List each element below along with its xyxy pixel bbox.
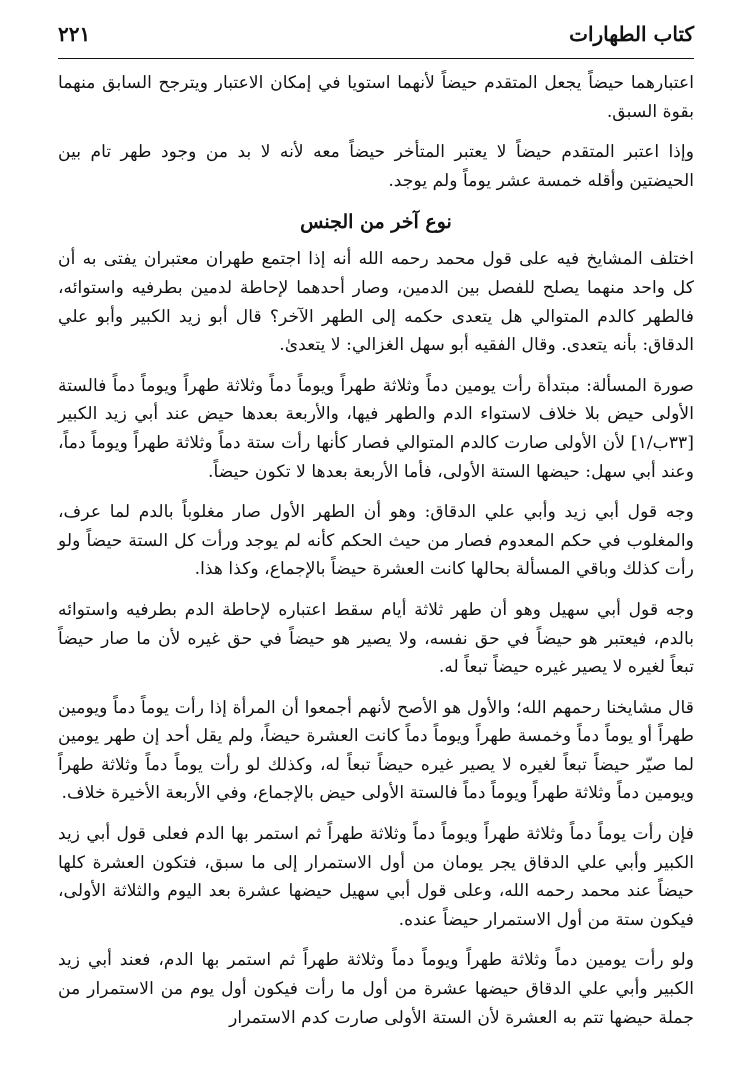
running-header — [58, 22, 694, 59]
running-title: كتاب الطهارات — [569, 22, 694, 46]
page-number: ٢٢١ — [58, 22, 91, 46]
paragraph: اختلف المشايخ فيه على قول محمد رحمه الله أنه إذا اجتمع طهران معتبران يفتى به أن كل واحد منهما يصلح للفصل بين الدمين، وصار أحدهما لإحاطة لدمين بطرفيه واستوائه، فالطهر كالدم المتوالي هل يتعدى حكمه إلى الطهر الآخر؟ قال أبو زيد الكبير وأبو علي الدقاق: بأنه يتعدى. وقال الفقيه أبو سهل الغزالي: لا يتعدىٰ. — [58, 249, 694, 356]
body-text — [58, 69, 694, 1032]
paragraph: وإذا اعتبر المتقدم حيضاً لا يعتبر المتأخر حيضاً معه لأنه لا بد من وجود طهر تام بين الحيضتين وأقله خمسة عشر يوماً ولم يوجد. — [58, 142, 694, 191]
section-heading: نوع آخر من الجنس — [300, 211, 452, 234]
paragraph: اعتبارهما حيضاً يجعل المتقدم حيضاً لأنهما استويا في إمكان الاعتبار ويترجح السابق منهما بقوة السبق. — [58, 73, 694, 122]
paragraph: وجه قول أبي سهيل وهو أن طهر ثلاثة أيام سقط اعتباره لإحاطة الدم بطرفيه واستوائه بالدم، فيعتبر هو حيضاً في حق نفسه، ولا يصير هو حيضاً في حق غيره لأن ما صار حيضاً تبعاً لغيره لا يصير غيره حيضاً تبعاً له. — [58, 599, 694, 678]
paragraph: فإن رأت يوماً دماً وثلاثة طهراً ويوماً دماً وثلاثة طهراً ثم استمر بها الدم فعلى قول أبي زيد الكبير وأبي علي الدقاق يجر يومان من أول الاستمرار إلى ما سبق، فتكون العشرة كلها حيضاً عند محمد رحمه الله، وعلى قول أبي سهيل حيضها عشرة بعد اليوم والثلاثة الأولى، فيكون ستة من أول الاستمرار حيضاً عنده. — [58, 824, 694, 930]
paragraph: صورة المسألة: مبتدأة رأت يومين دماً وثلاثة طهراً ويوماً دماً وثلاثة طهراً ويوماً دماً فالستة الأولى حيض بلا خلاف لاستواء الدم والطهر فيها، والأربعة بعدها حيض عند أبي زيد الكبير [٣٣ب/١] لأن الأولى صارت كالدم المتوالي فصار كأنها رأت ستة دماً وثلاثة طهراً ويوماً دماً، وعند أبي سهل: حيضها الستة الأولى، فأما الأربعة بعدها لا تكون حيضاً. — [58, 375, 694, 482]
paragraph: وجه قول أبي زيد وأبي علي الدقاق: وهو أن الطهر الأول صار مغلوباً بالدم لما عرف، والمغلوب في حكم المعدوم فصار من حيث الحكم كأنه لم يوجد ورأت كل الستة حيضاً ولو رأت كذلك وباقي المسألة بحالها كانت العشرة حيضاً بالإجماع، وكذا هذا. — [58, 502, 694, 580]
paragraph: قال مشايخنا رحمهم الله؛ والأول هو الأصح لأنهم أجمعوا أن المرأة إذا رأت يوماً دماً ويومين طهراً أو يوماً دماً وخمسة طهراً ويوماً دماً كانت العشرة حيضاً، ولم يقل أحد إن طهر يومين لما صيّر حيضاً تبعاً لغيره لا يصير غيره حيضاً تبعاً له، وكذلك لو رأت يوماً دماً وثلاثة طهراً ويومين دماً وثلاثة طهراً ويوماً دماً فالستة الأولى حيض بالإجماع، وفي الأربعة الأخيرة خلاف. — [58, 697, 694, 804]
paragraph: ولو رأت يومين دماً وثلاثة طهراً ويوماً دماً وثلاثة طهراً ثم استمر بها الدم، فعند أبي زيد الكبير وأبي علي الدقاق حيضها عشرة من أول ما رأت فيكون أول يوم من الاستمرار من جملة حيضها تتم به العشرة لأن الستة الأولى صارت كدم الاستمرار — [58, 950, 694, 1028]
